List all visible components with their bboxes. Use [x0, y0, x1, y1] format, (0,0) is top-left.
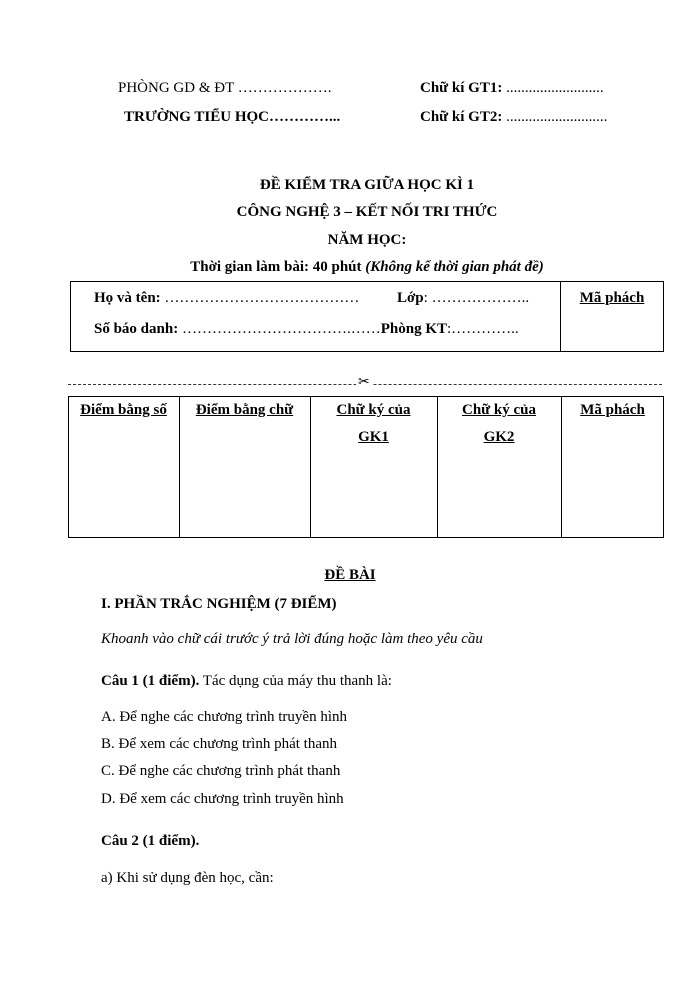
q1-option-d: D. Để xem các chương trình truyền hình [101, 791, 344, 807]
q1-option-a: A. Để nghe các chương trình truyền hình [101, 709, 347, 725]
grader-1-header-line2: GK1 [358, 429, 389, 445]
exam-duration: Thời gian làm bài: 40 phút (Không kể thời gian phát đề) [190, 259, 544, 275]
instruction: Khoanh vào chữ cái trước ý trả lời đúng hoặc làm theo yêu cầu [101, 631, 483, 647]
invigilator-1-signature: Chữ kí GT1: .......................... [420, 80, 604, 96]
exam-heading: ĐỀ BÀI [324, 567, 376, 583]
score-header-words: Điểm bằng chữ [195, 402, 294, 418]
department-line: PHÒNG GD & ĐT ………………. [118, 80, 332, 96]
score-header-number: Điểm bằng số [80, 402, 167, 418]
section-1-title: I. PHẦN TRẮC NGHIỆM (7 ĐIỂM) [101, 596, 337, 612]
scissors-icon: ✂ [358, 374, 370, 390]
code-header: Mã phách [580, 402, 645, 418]
grader-2-header: Chữ ký của [461, 402, 537, 418]
invigilator-2-signature: Chữ kí GT2: ........................... [420, 109, 608, 125]
q1-option-c: C. Để nghe các chương trình phát thanh [101, 763, 341, 779]
q1-option-b: B. Để xem các chương trình phát thanh [101, 736, 337, 752]
grader-2-header-line2: GK2 [483, 429, 515, 445]
class-field: Lớp: ……………….. [397, 290, 530, 306]
candidate-number-field: Số báo danh: …………………………….……Phòng KT:………….. [94, 321, 519, 337]
question-2: Câu 2 (1 điểm). [101, 833, 200, 849]
student-name-field: Họ và tên: ………………………………… [94, 290, 360, 306]
school-year: NĂM HỌC: [327, 232, 407, 248]
exam-title: ĐỀ KIỂM TRA GIỮA HỌC KÌ 1 [259, 177, 475, 193]
school-line: TRƯỜNG TIỂU HỌC…………... [124, 109, 341, 125]
code-label-top: Mã phách [579, 290, 645, 306]
question-1: Câu 1 (1 điểm). Tác dụng của máy thu thanh là: [101, 673, 392, 689]
grader-1-header: Chữ ký của [336, 402, 411, 418]
question-2a: a) Khi sử dụng đèn học, cần: [101, 870, 274, 886]
subject-title: CÔNG NGHỆ 3 – KẾT NỐI TRI THỨC [236, 204, 498, 220]
